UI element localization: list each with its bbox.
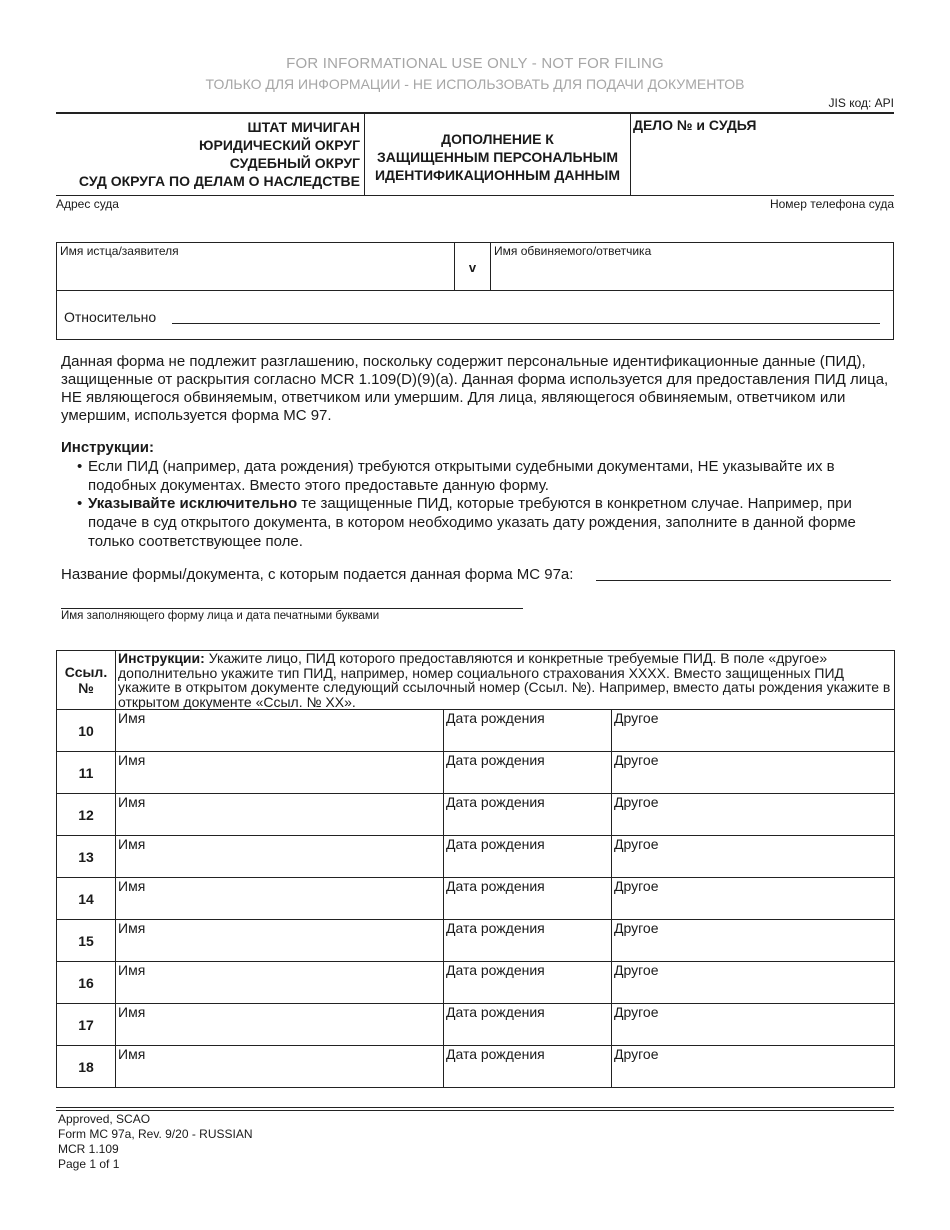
watermark-english: FOR INFORMATIONAL USE ONLY - NOT FOR FILING — [286, 55, 664, 72]
other-cell[interactable]: Другое — [612, 710, 895, 752]
form-header — [56, 112, 894, 196]
footer-mcr: MCR 1.109 — [58, 1142, 119, 1156]
name-cell[interactable]: Имя — [116, 1004, 444, 1046]
name-cell[interactable]: Имя — [116, 962, 444, 1004]
ref-number: 14 — [57, 878, 116, 920]
ref-number: 10 — [57, 710, 116, 752]
name-cell[interactable]: Имя — [116, 878, 444, 920]
footer-approved: Approved, SCAO — [58, 1112, 151, 1126]
print-name-input-line[interactable] — [61, 608, 523, 609]
court-line: СУДЕБНЫЙ ОКРУГ — [229, 155, 360, 171]
dob-cell[interactable]: Дата рождения — [444, 836, 612, 878]
pii-table — [56, 650, 895, 1088]
table-row — [57, 836, 895, 878]
table-row — [57, 878, 895, 920]
regarding-label: Относительно — [64, 309, 157, 325]
name-cell[interactable]: Имя — [116, 752, 444, 794]
court-line: ШТАТ МИЧИГАН — [247, 119, 360, 135]
table-row — [57, 794, 895, 836]
footer-divider — [56, 1107, 894, 1108]
table-header-row — [57, 651, 895, 710]
case-number-field[interactable]: ДЕЛО № и СУДЬЯ — [633, 117, 757, 133]
title-line: ДОПОЛНЕНИЕ К — [441, 131, 554, 147]
footer-form-id: Form MC 97a, Rev. 9/20 - RUSSIAN — [58, 1127, 253, 1141]
ref-header-line: № — [78, 680, 94, 696]
bullet-text — [88, 494, 897, 551]
other-cell[interactable]: Другое — [612, 1004, 895, 1046]
other-cell[interactable]: Другое — [612, 920, 895, 962]
dob-cell[interactable]: Дата рождения — [444, 710, 612, 752]
watermark-russian: ТОЛЬКО ДЛЯ ИНФОРМАЦИИ - НЕ ИСПОЛЬЗОВАТЬ ДЛЯ ПОДАЧИ ДОКУМЕНТОВ — [205, 76, 745, 92]
form-name-input-line[interactable] — [596, 580, 891, 581]
parties-box — [56, 242, 894, 340]
court-info — [56, 114, 365, 196]
ref-header — [57, 651, 116, 710]
print-name-label: Имя заполняющего форму лица и дата печатными буквами — [61, 610, 380, 622]
title-line: ИДЕНТИФИКАЦИОННЫМ ДАННЫМ — [374, 167, 621, 183]
ref-number: 16 — [57, 962, 116, 1004]
plaintiff-label: Имя истца/заявителя — [60, 244, 179, 258]
form-name-label: Название формы/документа, с которым подается данная форма MC 97a: — [61, 566, 574, 583]
jis-code: JIS код: API — [828, 96, 894, 110]
table-row — [57, 752, 895, 794]
bullet-icon: • — [77, 458, 83, 475]
bullet-icon: • — [77, 495, 83, 512]
form-footer — [58, 1112, 253, 1172]
table-row — [57, 920, 895, 962]
bullet-text: Если ПИД (например, дата рождения) требуются открытыми судебными документами, НЕ указывайте их в подобных документах. Вместо этого предоставьте данную форму. — [88, 458, 835, 494]
name-cell[interactable]: Имя — [116, 836, 444, 878]
ref-number: 12 — [57, 794, 116, 836]
instruction-bullet-2 — [77, 494, 897, 551]
ref-number: 15 — [57, 920, 116, 962]
table-row — [57, 1046, 895, 1088]
table-instructions-text: Укажите лицо, ПИД которого предоставляются и конкретные требуемые ПИД. В поле «другое» дополнительно укажите тип ПИД, например, номер социального страхования XXXX. Вместо защищенных ПИД укажите в открытом документе следующий ссылочный номер (Ссыл. №). Например, вместо даты рождения укажите в открытом документе «Ссыл. № XX». — [118, 650, 891, 710]
footer-page: Page 1 of 1 — [58, 1157, 120, 1171]
other-cell[interactable]: Другое — [612, 1046, 895, 1088]
ref-number: 17 — [57, 1004, 116, 1046]
other-cell[interactable]: Другое — [612, 962, 895, 1004]
dob-cell[interactable]: Дата рождения — [444, 920, 612, 962]
versus-label: v — [455, 243, 491, 290]
name-cell[interactable]: Имя — [116, 794, 444, 836]
ref-number: 13 — [57, 836, 116, 878]
plaintiff-field[interactable] — [57, 243, 455, 290]
divider — [57, 290, 893, 291]
notice-paragraph: Данная форма не подлежит разглашению, поскольку содержит персональные идентификационные данные (ПИД), защищенные от раскрытия согласно MCR 1.109(D)(9)(a). Данная форма используется для предоставления ПИД лица, НЕ являющегося обвиняемым, ответчиком или умершим. Для лица, являющегося обвиняемым, ответчиком или умершим, используется форма MC 97. — [61, 353, 889, 424]
other-cell[interactable]: Другое — [612, 752, 895, 794]
form-title — [365, 114, 631, 196]
name-cell[interactable]: Имя — [116, 710, 444, 752]
dob-cell[interactable]: Дата рождения — [444, 962, 612, 1004]
bullet-rest: те защищенные ПИД, которые требуются в конкретном случае. Например, при подаче в суд открытого документа, в котором необходимо указать дату рождения, заполните в данной форме только соответствующее поле. — [88, 495, 856, 550]
dob-cell[interactable]: Дата рождения — [444, 794, 612, 836]
instructions-heading: Инструкции: — [61, 439, 155, 456]
footer-divider — [56, 1110, 894, 1111]
table-row — [57, 1004, 895, 1046]
instruction-bullet-1 — [77, 457, 897, 495]
dob-cell[interactable]: Дата рождения — [444, 878, 612, 920]
regarding-input-line[interactable] — [172, 323, 880, 324]
table-row — [57, 710, 895, 752]
dob-cell[interactable]: Дата рождения — [444, 1004, 612, 1046]
table-row — [57, 962, 895, 1004]
defendant-field[interactable] — [491, 243, 654, 259]
title-line: ЗАЩИЩЕННЫМ ПЕРСОНАЛЬНЫМ — [376, 149, 619, 165]
ref-header-line: Ссыл. — [64, 664, 108, 680]
other-cell[interactable]: Другое — [612, 836, 895, 878]
table-instructions — [116, 651, 895, 710]
ref-number: 11 — [57, 752, 116, 794]
ref-number: 18 — [57, 1046, 116, 1088]
table-instructions-bold: Инструкции: — [118, 650, 205, 666]
other-cell[interactable]: Другое — [612, 878, 895, 920]
court-phone-label: Номер телефона суда — [769, 197, 894, 211]
court-line: ЮРИДИЧЕСКИЙ ОКРУГ — [199, 137, 360, 153]
dob-cell[interactable]: Дата рождения — [444, 1046, 612, 1088]
court-address-label: Адрес суда — [56, 197, 119, 211]
dob-cell[interactable]: Дата рождения — [444, 752, 612, 794]
defendant-label: Имя обвиняемого/ответчика — [494, 244, 652, 258]
bullet-bold: Указывайте исключительно — [88, 495, 298, 512]
court-line: СУД ОКРУГА ПО ДЕЛАМ О НАСЛЕДСТВЕ — [78, 173, 360, 189]
other-cell[interactable]: Другое — [612, 794, 895, 836]
name-cell[interactable]: Имя — [116, 1046, 444, 1088]
name-cell[interactable]: Имя — [116, 920, 444, 962]
